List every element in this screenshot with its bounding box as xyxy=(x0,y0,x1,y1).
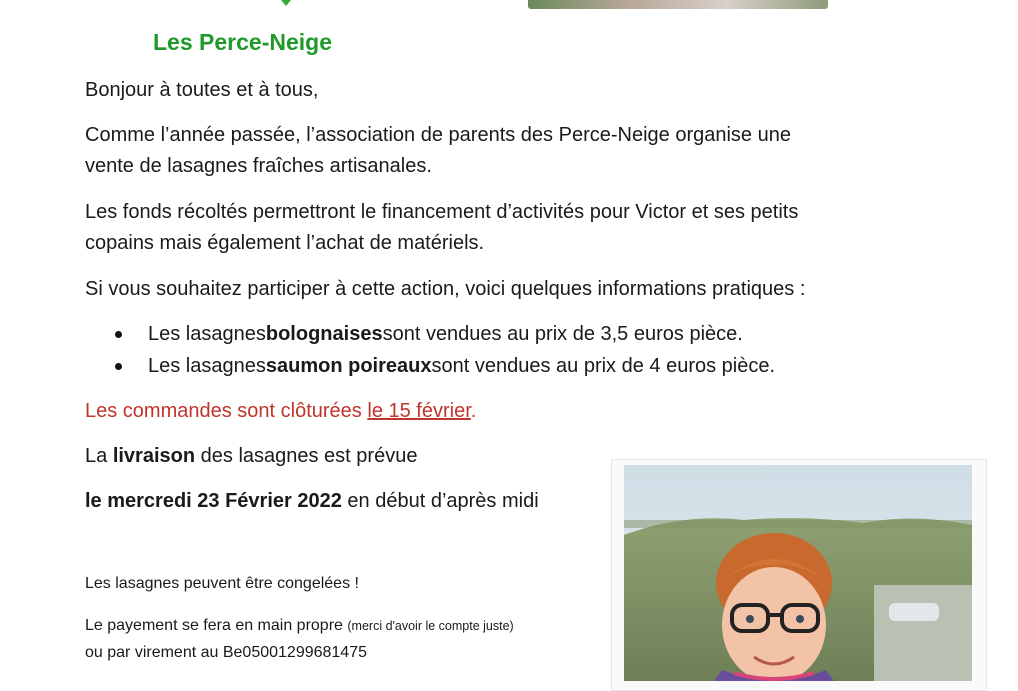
funds-line-1: Les fonds récoltés permettront le financement d’activités pour Victor et ses petits xyxy=(85,201,799,223)
info-intro: Si vous souhaitez participer à cette action, voici quelques informations pratiques : xyxy=(85,278,806,300)
deadline-date: le 15 février xyxy=(367,400,471,422)
payment-line-2: ou par virement au Be05001299681475 xyxy=(85,644,367,661)
list-item: Les lasagnes saumon poireaux sont vendues au prix de 4 euros pièce. xyxy=(85,350,775,382)
top-heart-icon xyxy=(272,0,300,8)
greeting: Bonjour à toutes et à tous, xyxy=(85,79,319,101)
funds-line-2: copains mais également l’achat de matériels. xyxy=(85,232,485,254)
intro-line-2: vente de lasagnes fraîches artisanales. xyxy=(85,155,432,177)
bullet-icon xyxy=(115,363,122,370)
intro-line-1: Comme l’année passée, l’association de parents des Perce-Neige organise une xyxy=(85,124,791,146)
freeze-note: Les lasagnes peuvent être congelées ! xyxy=(85,575,359,592)
child-photo xyxy=(624,465,972,681)
delivery-line-2: le mercredi 23 Février 2022 en début d’après midi xyxy=(85,490,539,512)
price-list xyxy=(85,318,775,382)
order-deadline: Les commandes sont clôturées le 15 février. xyxy=(85,400,477,422)
delivery-line-1: La livraison des lasagnes est prévue xyxy=(85,445,418,467)
top-photo-fragment xyxy=(528,0,828,9)
list-item: Les lasagnes bolognaises sont vendues au prix de 3,5 euros pièce. xyxy=(85,318,775,350)
page-title: Les Perce-Neige xyxy=(153,29,332,55)
payment-line-1: Le payement se fera en main propre (merci d'avoir le compte juste) xyxy=(85,617,514,634)
child-photo-frame xyxy=(611,459,987,691)
bullet-icon xyxy=(115,331,122,338)
payment-note: (merci d'avoir le compte juste) xyxy=(347,619,514,633)
